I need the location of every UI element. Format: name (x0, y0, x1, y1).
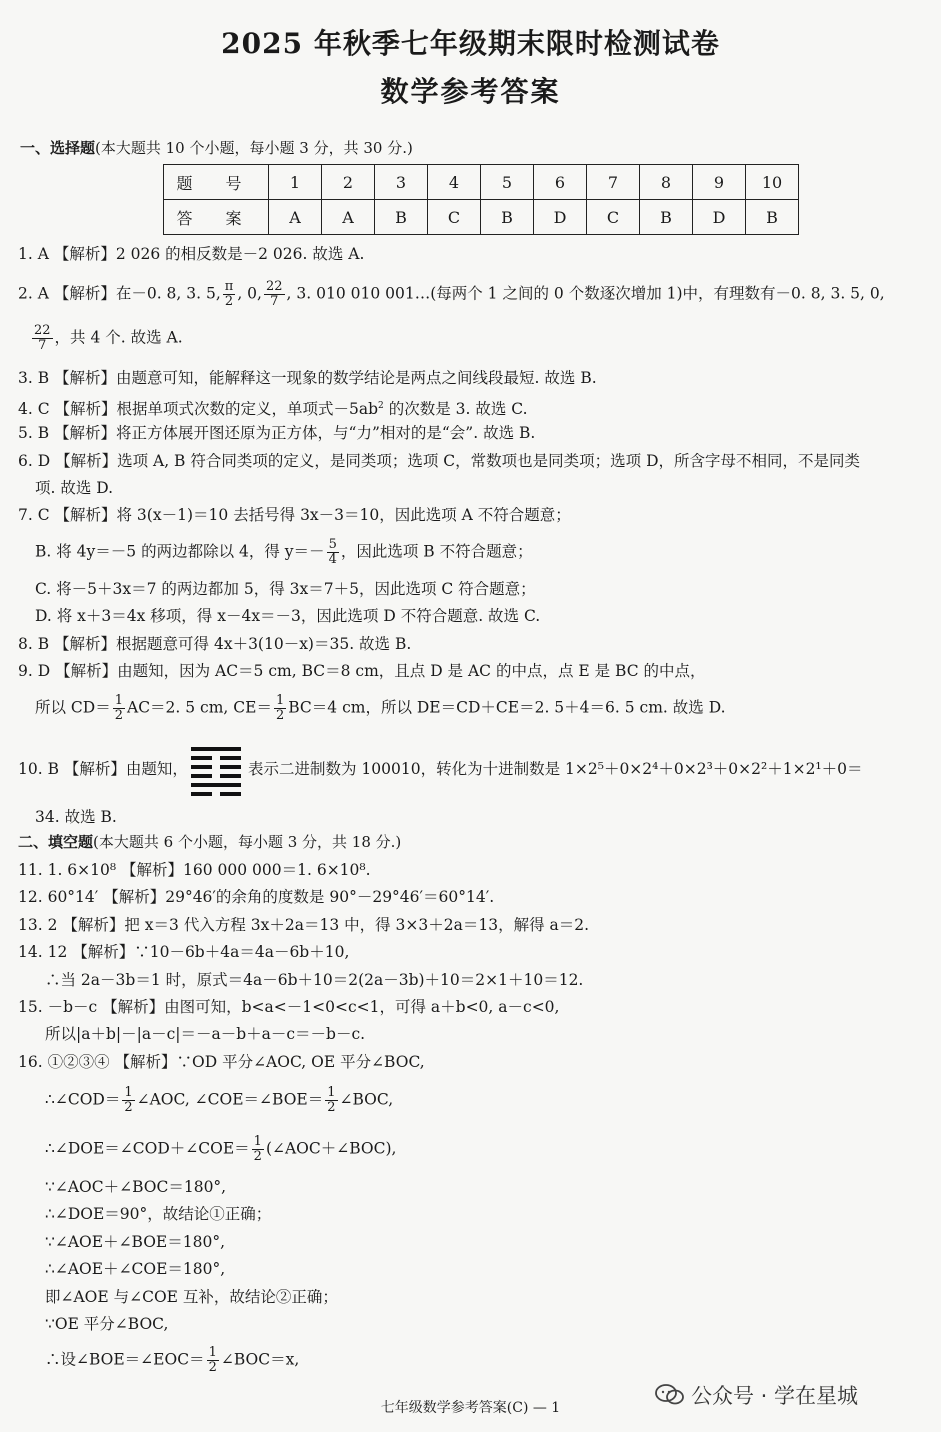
fraction-denominator: 7 (38, 338, 47, 353)
fraction-5-over-4 (327, 538, 339, 567)
q2-text-c: , 3. 010 010 001…(每两个 1 之间的 0 个数逐次增加 1)中，有理数有－0. 8, 3. 5, 0, (286, 284, 885, 303)
answer-q4 (18, 395, 528, 420)
fraction-pi-over-2 (223, 280, 236, 309)
answer-q16-line2 (45, 1086, 393, 1115)
q2-text-b: , 0, (237, 284, 262, 303)
q16-text-g: ∠BOC＝x, (220, 1350, 300, 1369)
fraction-one-half (252, 1135, 264, 1164)
q4-text-b: 的次数是 3. 故选 C. (383, 400, 528, 419)
hexagram-line-solid (191, 783, 241, 787)
table-cell: 7 (587, 165, 640, 200)
hexagram-figure (191, 747, 241, 801)
table-cell: 3 (375, 165, 428, 200)
answer-q2-line2 (30, 324, 183, 353)
hexagram-line-broken (191, 765, 241, 769)
answer-q16-line8: 即∠AOE 与∠COE 互补，故结论②正确； (45, 1288, 338, 1306)
row-label-number: 题 号 (164, 165, 269, 200)
q16-text-e: (∠AOC＋∠BOC), (265, 1139, 397, 1158)
fraction-denominator: 7 (270, 294, 279, 309)
fraction-numerator: 1 (253, 1134, 262, 1149)
table-cell: C (587, 200, 640, 235)
q2-text-a: 2. A 【解析】在－0. 8, 3. 5, (18, 284, 221, 303)
q2-text-d: ，共 4 个. 故选 A. (54, 328, 183, 347)
fraction-denominator: 2 (224, 294, 234, 309)
answer-q16-line5: ∴∠DOE＝90°，故结论①正确； (45, 1205, 272, 1223)
table-cell: 6 (534, 165, 587, 200)
fraction-denominator: 2 (275, 708, 285, 723)
hexagram-line-broken (191, 792, 241, 796)
answer-q13: 13. 2 【解析】把 x＝3 代入方程 3x＋2a＝13 中，得 3×3＋2a＝13，解得 a＝2. (18, 916, 590, 934)
fraction-22-over-7 (264, 280, 285, 309)
table-cell: A (322, 200, 375, 235)
section-2-heading (18, 831, 401, 852)
fraction-denominator: 2 (124, 1100, 133, 1115)
q4-text-a: 4. C 【解析】根据单项式次数的定义，单项式－5ab (18, 400, 379, 419)
watermark-text: 公众号 · 学在星城 (691, 1384, 859, 1408)
table-cell: D (693, 200, 746, 235)
answer-q7-line1: 7. C 【解析】将 3(x－1)＝10 去括号得 3x－3＝10，因此选项 A 不符合题意； (18, 506, 571, 524)
fraction-numerator: 1 (327, 1085, 336, 1100)
answer-q12: 12. 60°14′ 【解析】29°46′的余角的度数是 90°－29°46′＝60°14′. (18, 888, 495, 906)
hexagram-line-solid (191, 747, 241, 751)
q16-text-d: ∴∠DOE＝∠COD＋∠COE＝ (45, 1139, 250, 1158)
answer-table-number-row (164, 165, 799, 200)
fraction-denominator: 2 (253, 1149, 262, 1164)
q16-text-c: ∠BOC, (339, 1090, 394, 1109)
answer-q5: 5. B 【解析】将正方体展开图还原为正方体，与“力”相对的是“会”. 故选 B. (18, 424, 536, 442)
q9-text-c: BC＝4 cm，所以 DE＝CD＋CE＝2. 5＋4＝6. 5 cm. 故选 D. (288, 698, 726, 717)
section-1-heading (20, 137, 413, 158)
answer-q16-line10 (45, 1346, 299, 1375)
q9-text-a: 所以 CD＝ (35, 698, 111, 717)
q16-text-a: ∴∠COD＝ (45, 1090, 121, 1109)
wechat-watermark (655, 1380, 858, 1410)
table-cell: 10 (746, 165, 799, 200)
answer-q7-line2 (35, 538, 533, 567)
table-cell: 1 (269, 165, 322, 200)
section-1-title: 一、选择题 (20, 139, 96, 157)
table-cell: 8 (640, 165, 693, 200)
row-label-answer: 答 案 (164, 200, 269, 235)
fraction-denominator: 2 (114, 708, 123, 723)
answer-q10-line1-a: 10. B 【解析】由题知， (18, 760, 188, 778)
table-cell: A (269, 200, 322, 235)
table-cell: B (640, 200, 693, 235)
answer-table (163, 164, 799, 235)
answer-q16-line9: ∵OE 平分∠BOC, (45, 1315, 169, 1333)
answer-q15-line2: 所以|a＋b|－|a－c|＝－a－b＋a－c＝－b－c. (45, 1025, 366, 1043)
answer-q16-line1: 16. ①②③④ 【解析】∵OD 平分∠AOC, OE 平分∠BOC, (18, 1053, 425, 1071)
hexagram-line-broken (191, 756, 241, 760)
table-cell: C (428, 200, 481, 235)
answer-key-subtitle: 数学参考答案 (380, 75, 561, 108)
table-cell: 9 (693, 165, 746, 200)
section-1-note: (本大题共 10 个小题，每小题 3 分，共 30 分.) (95, 139, 413, 157)
page-footer: 七年级数学参考答案(C) — 1 (380, 1400, 561, 1416)
q4-exponent: 2 (378, 401, 384, 411)
fraction-one-half (122, 1086, 134, 1115)
q16-text-b: ∠AOC, ∠COE＝∠BOE＝ (136, 1090, 324, 1109)
table-cell: 4 (428, 165, 481, 200)
fraction-denominator: 2 (208, 1360, 217, 1375)
q7-text-a: B. 将 4y＝－5 的两边都除以 4，得 y＝－ (35, 542, 325, 561)
fraction-numerator: 1 (114, 693, 123, 708)
fraction-numerator: 22 (34, 323, 51, 338)
fraction-one-half (325, 1086, 337, 1115)
table-cell: 5 (481, 165, 534, 200)
answer-q10-line1-b: 表示二进制数为 100010，转化为十进制数是 1×2⁵＋0×2⁴＋0×2³＋0×2²＋1×2¹＋0＝ (248, 760, 863, 778)
q16-text-f: ∴设∠BOE＝∠EOC＝ (45, 1350, 205, 1369)
fraction-denominator: 4 (328, 552, 337, 567)
section-2-note: (本大题共 6 个小题，每小题 3 分，共 18 分.) (93, 833, 402, 851)
table-cell: D (534, 200, 587, 235)
table-cell: B (481, 200, 534, 235)
answer-q8: 8. B 【解析】根据题意可得 4x＋3(10－x)＝35. 故选 B. (18, 635, 412, 653)
fraction-denominator: 2 (327, 1100, 336, 1115)
answer-q6-line1: 6. D 【解析】选项 A, B 符合同类项的定义，是同类项；选项 C，常数项也是同类项；选项 D，所含字母不相同，不是同类 (18, 452, 861, 470)
fraction-numerator: 5 (328, 537, 337, 552)
table-cell: B (746, 200, 799, 235)
section-2-title: 二、填空题 (18, 833, 94, 851)
answer-q6-line2: 项. 故选 D. (35, 479, 114, 497)
fraction-one-half (274, 694, 286, 723)
answer-q14-line2: ∴当 2a－3b＝1 时，原式＝4a－6b＋10＝2(2a－3b)＋10＝2×1＋10＝12. (45, 971, 584, 989)
answer-q16-line3 (45, 1135, 396, 1164)
answer-q11: 11. 1. 6×10⁸ 【解析】160 000 000＝1. 6×10⁸. (18, 861, 371, 879)
fraction-22-over-7 (32, 324, 53, 353)
fraction-numerator: π (224, 279, 234, 294)
q7-text-b: ，因此选项 B 不符合题意； (340, 542, 533, 561)
q9-text-b: AC＝2. 5 cm, CE＝ (127, 698, 272, 717)
fraction-numerator: 1 (124, 1085, 133, 1100)
answer-q7-line4: D. 将 x＋3＝4x 移项，得 x－4x＝－3，因此选项 D 不符合题意. 故选 C. (35, 607, 541, 625)
answer-q16-line7: ∴∠AOE＋∠COE＝180°, (45, 1260, 226, 1278)
fraction-one-half (207, 1346, 219, 1375)
fraction-one-half (113, 694, 125, 723)
answer-q16-line6: ∵∠AOE＋∠BOE＝180°, (45, 1233, 226, 1251)
wechat-logo-icon (655, 1384, 685, 1406)
hexagram-line-broken (191, 774, 241, 778)
answer-q3: 3. B 【解析】由题意可知，能解释这一现象的数学结论是两点之间线段最短. 故选 B. (18, 369, 597, 387)
answer-q16-line4: ∵∠AOC＋∠BOC＝180°, (45, 1178, 227, 1196)
fraction-numerator: 1 (208, 1345, 217, 1360)
answer-q7-line3: C. 将－5＋3x＝7 的两边都加 5，得 3x＝7＋5，因此选项 C 符合题意； (35, 580, 536, 598)
fraction-numerator: 22 (265, 279, 283, 294)
answer-q15-line1: 15. －b－c 【解析】由图可知，b<a<－1<0<c<1，可得 a＋b<0, a－c<0, (18, 998, 560, 1016)
answer-q9-line1: 9. D 【解析】由题知，因为 AC＝5 cm, BC＝8 cm，且点 D 是 AC 的中点，点 E 是 BC 的中点， (18, 662, 706, 680)
answer-q2-line1 (18, 280, 885, 309)
table-cell: B (375, 200, 428, 235)
table-cell: 2 (322, 165, 375, 200)
answer-q10-line2: 34. 故选 B. (35, 808, 117, 826)
answer-table-answer-row (164, 200, 799, 235)
fraction-numerator: 1 (275, 693, 285, 708)
exam-title: 2025 年秋季七年级期末限时检测试卷 (221, 27, 720, 60)
answer-q14-line1: 14. 12 【解析】∵10－6b＋4a＝4a－6b＋10, (18, 943, 350, 961)
answer-q9-line2 (35, 694, 726, 723)
answer-q1: 1. A 【解析】2 026 的相反数是－2 026. 故选 A. (18, 245, 365, 263)
